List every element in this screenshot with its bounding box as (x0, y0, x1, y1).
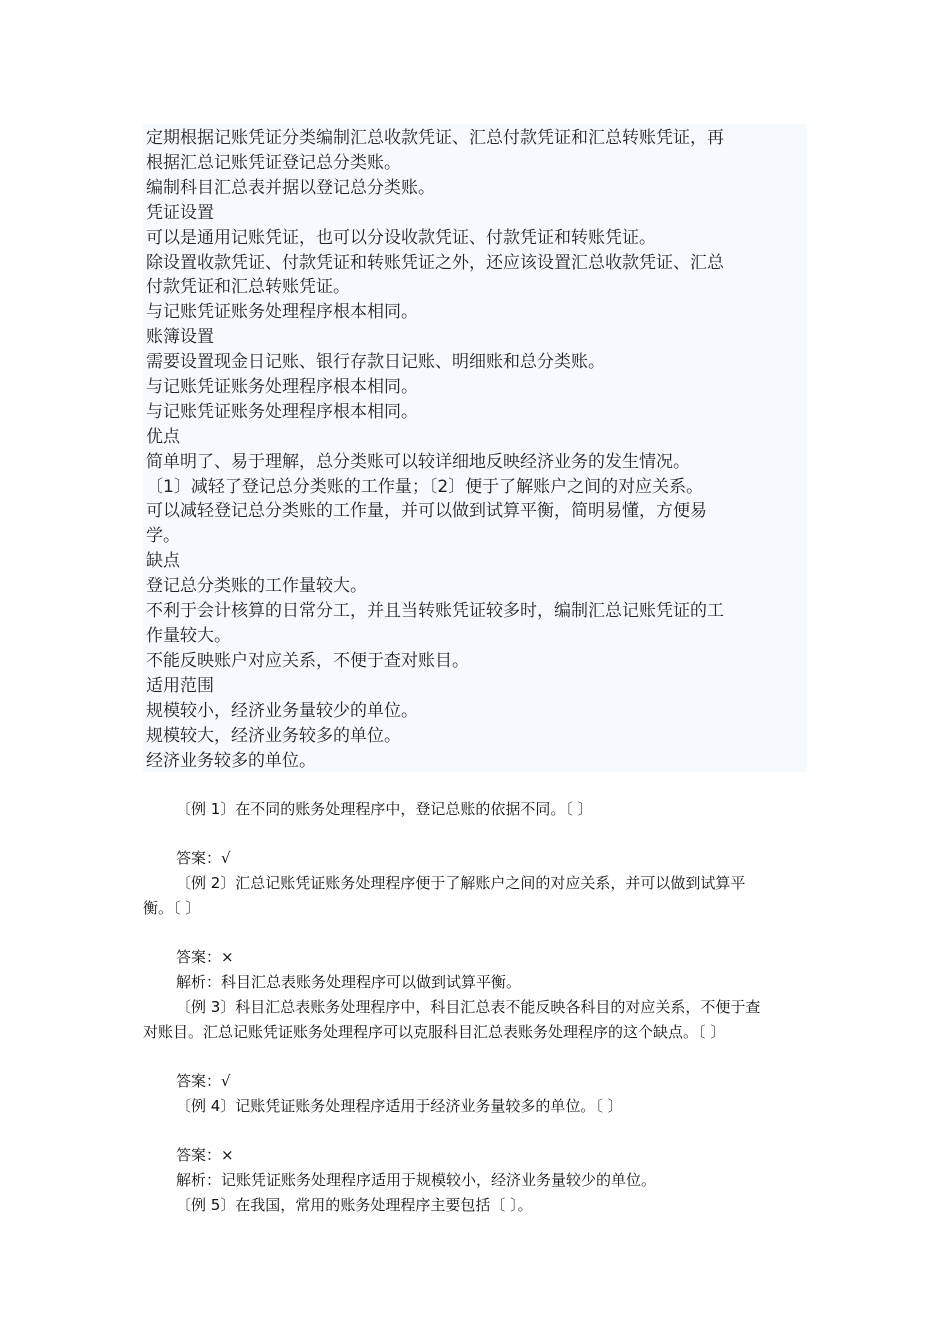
section-heading: 缺点 (146, 551, 180, 571)
summary-line: 可以是通用记账凭证，也可以分设收款凭证、付款凭证和转账凭证。 (146, 228, 656, 248)
comparison-summary-block (143, 124, 807, 772)
summary-line: 除设置收款凭证、付款凭证和转账凭证之外，还应该设置汇总收款凭证、汇总 (146, 253, 724, 273)
section-heading: 优点 (146, 427, 180, 447)
summary-line: 与记账凭证账务处理程序根本相同。 (146, 402, 418, 422)
summary-line: 经济业务较多的单位。 (146, 751, 316, 771)
example-question-cont: 对账目。汇总记账凭证账务处理程序可以克服科目汇总表账务处理程序的这个缺点。〔 〕 (143, 1023, 726, 1041)
answer-line: 答案：× (176, 948, 234, 966)
summary-line: 规模较小，经济业务量较少的单位。 (146, 701, 418, 721)
summary-line: 登记总分类账的工作量较大。 (146, 576, 367, 596)
analysis-line: 解析：记账凭证账务处理程序适用于规模较小，经济业务量较少的单位。 (176, 1171, 657, 1189)
section-heading: 凭证设置 (146, 203, 214, 223)
example-question: 〔例 1〕在不同的账务处理程序中，登记总账的依据不同。〔 〕 (176, 800, 593, 818)
summary-line: 与记账凭证账务处理程序根本相同。 (146, 302, 418, 322)
summary-line: 编制科目汇总表并据以登记总分类账。 (146, 178, 435, 198)
summary-line: 规模较大，经济业务较多的单位。 (146, 726, 401, 746)
summary-line: 定期根据记账凭证分类编制汇总收款凭证、汇总付款凭证和汇总转账凭证，再 (146, 128, 724, 148)
summary-line: 不利于会计核算的日常分工，并且当转账凭证较多时，编制汇总记账凭证的工 (146, 601, 724, 621)
answer-line: 答案：√ (176, 849, 231, 867)
summary-line: 与记账凭证账务处理程序根本相同。 (146, 377, 418, 397)
analysis-line: 解析：科目汇总表账务处理程序可以做到试算平衡。 (176, 973, 522, 991)
summary-line: 学。 (146, 526, 180, 546)
section-heading: 账簿设置 (146, 327, 214, 347)
summary-line: 根据汇总记账凭证登记总分类账。 (146, 153, 401, 173)
summary-line: 〔1〕减轻了登记总分类账的工作量；〔2〕便于了解账户之间的对应关系。 (146, 477, 704, 497)
example-question-cont: 衡。〔 〕 (143, 899, 201, 917)
answer-line: 答案：× (176, 1146, 234, 1164)
example-question: 〔例 3〕科目汇总表账务处理程序中，科目汇总表不能反映各科目的对应关系，不便于查 (176, 998, 761, 1016)
summary-line: 需要设置现金日记账、银行存款日记账、明细账和总分类账。 (146, 352, 605, 372)
answer-line: 答案：√ (176, 1072, 231, 1090)
summary-line: 不能反映账户对应关系，不便于查对账目。 (146, 651, 469, 671)
example-question: 〔例 2〕汇总记账凭证账务处理程序便于了解账户之间的对应关系，并可以做到试算平 (176, 874, 746, 892)
example-question: 〔例 5〕在我国，常用的账务处理程序主要包括〔 〕。 (176, 1196, 533, 1214)
section-heading: 适用范围 (146, 676, 214, 696)
summary-line: 作量较大。 (146, 626, 231, 646)
summary-line: 简单明了、易于理解，总分类账可以较详细地反映经济业务的发生情况。 (146, 452, 690, 472)
summary-line: 付款凭证和汇总转账凭证。 (146, 277, 350, 297)
example-question: 〔例 4〕记账凭证账务处理程序适用于经济业务量较多的单位。〔 〕 (176, 1097, 623, 1115)
summary-line: 可以减轻登记总分类账的工作量，并可以做到试算平衡，简明易懂，方便易 (146, 501, 707, 521)
